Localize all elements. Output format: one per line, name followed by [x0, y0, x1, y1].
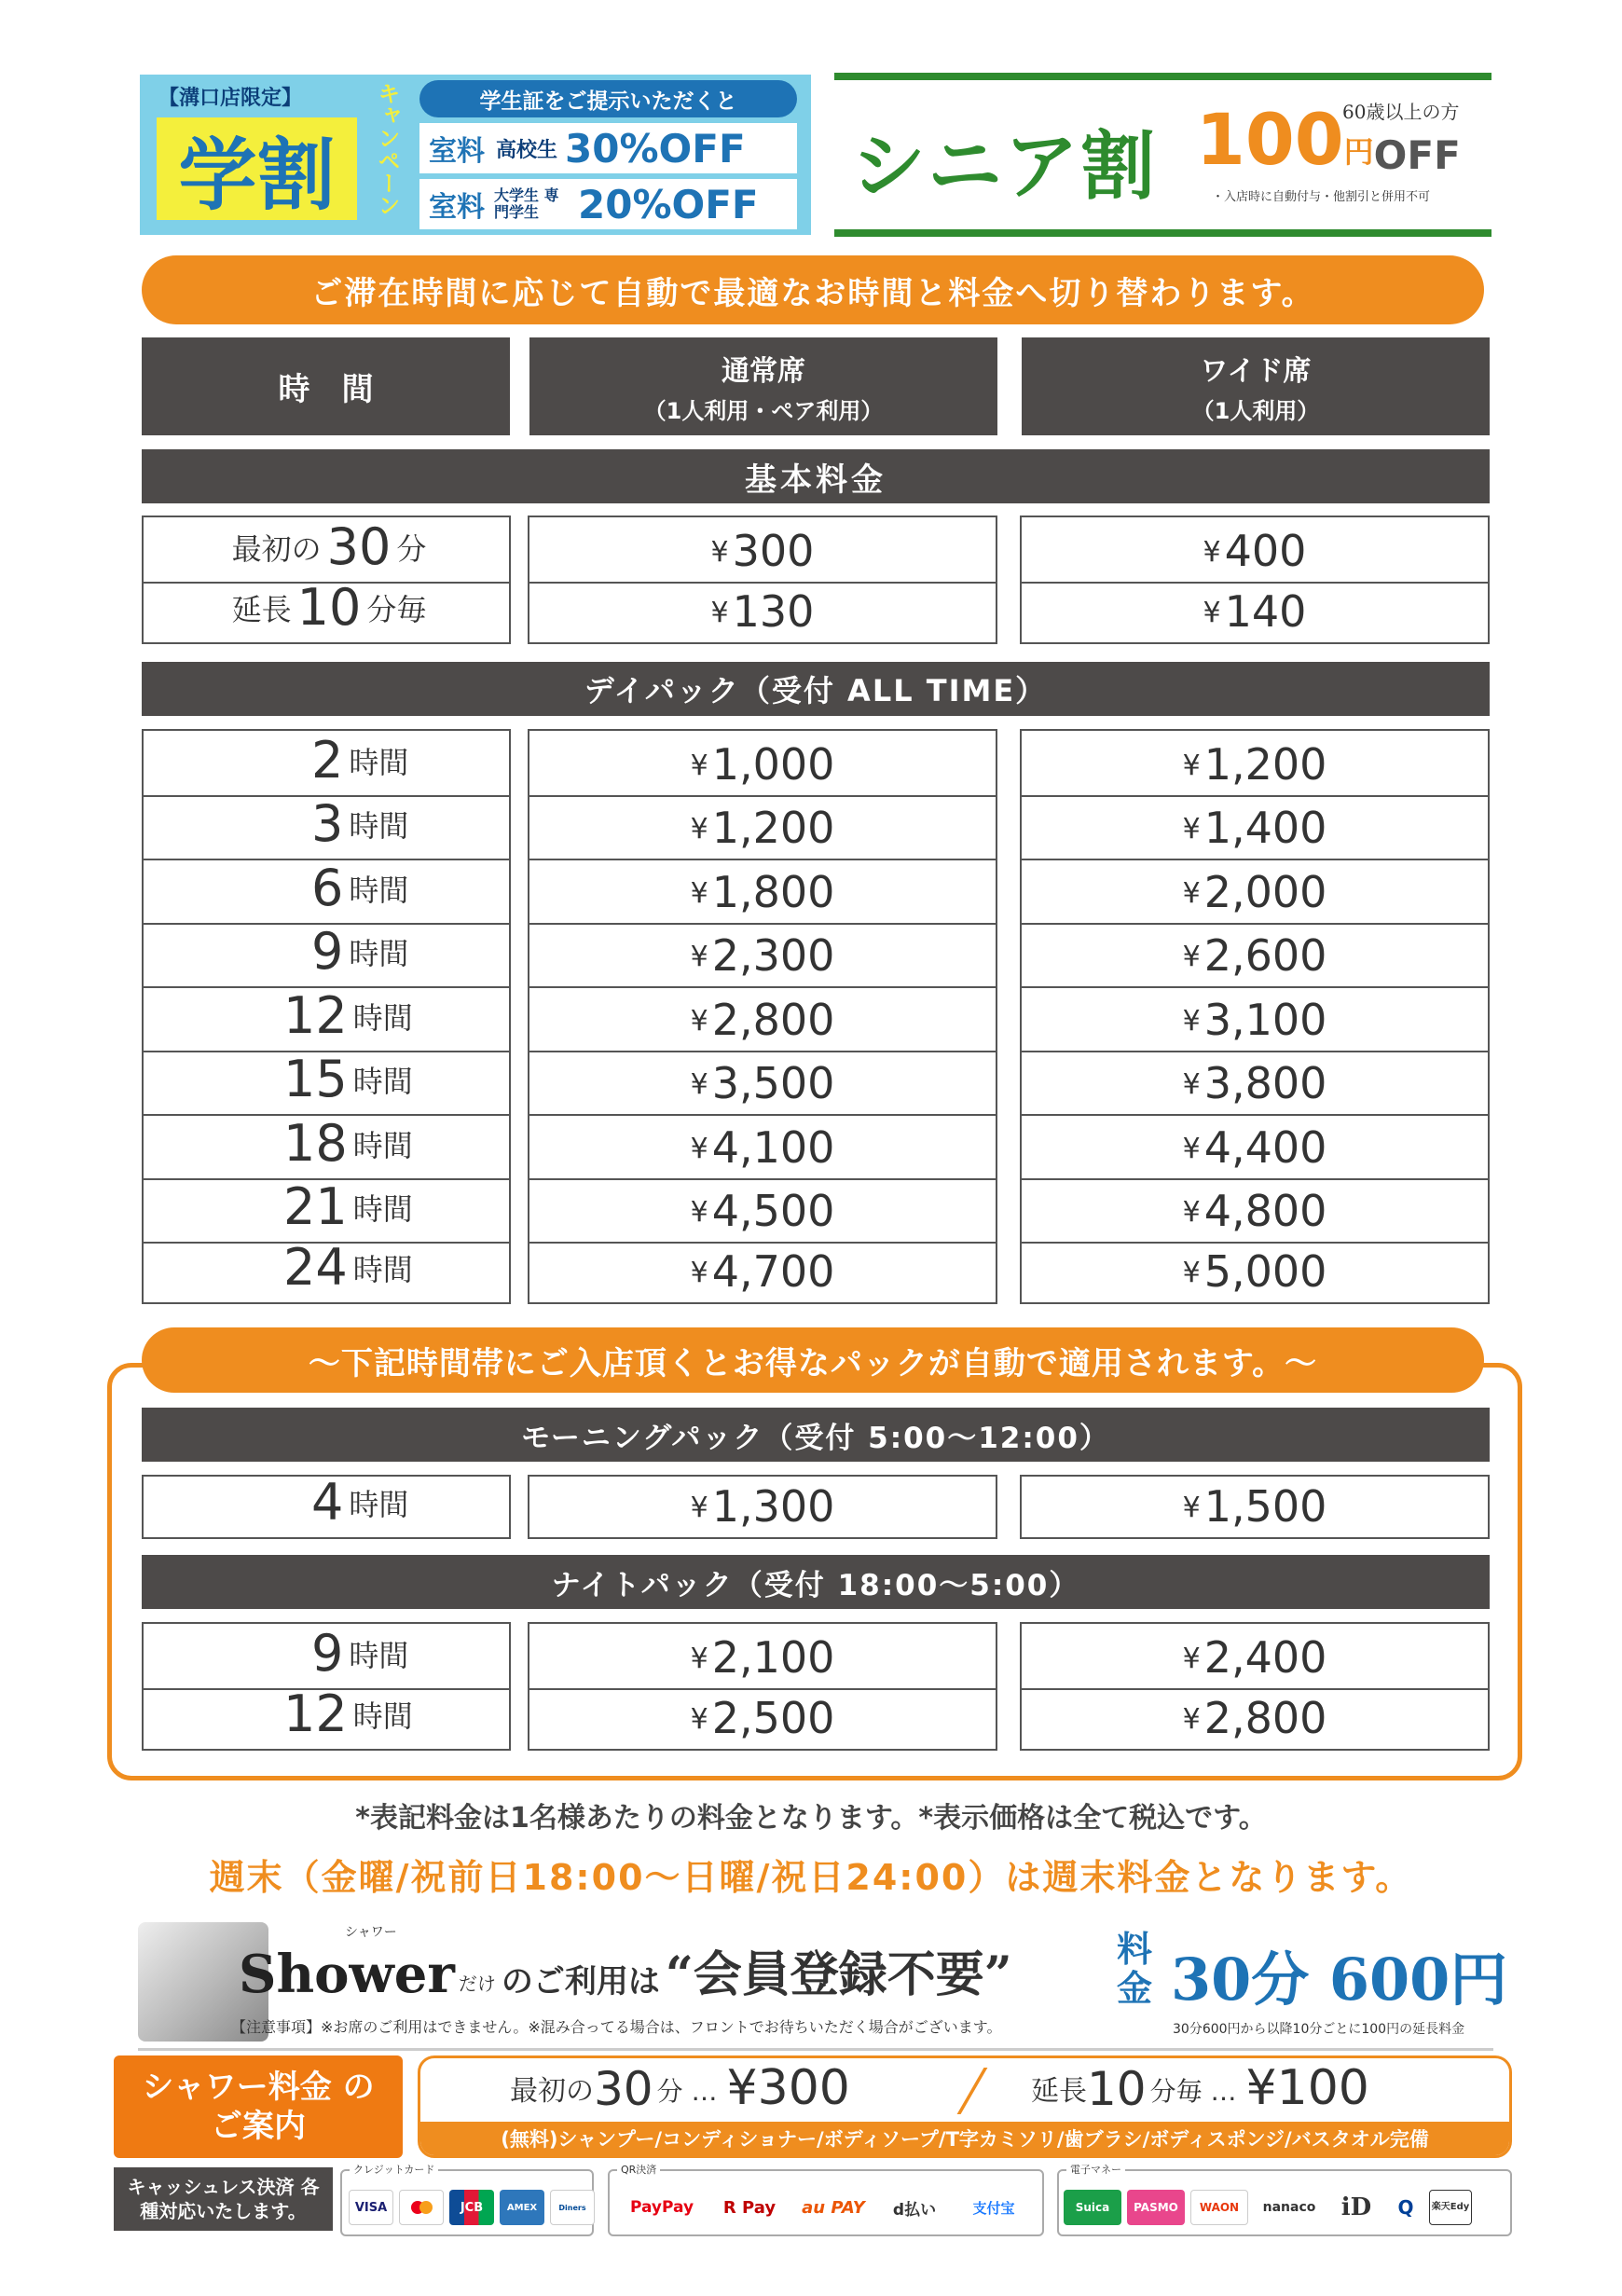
- yen-mark: ¥: [690, 1068, 708, 1101]
- morning-pack-header: モーニングパック（受付 5:00〜12:00）: [142, 1408, 1490, 1462]
- student-title: 学割: [157, 117, 357, 220]
- price-value: 3,800: [1203, 1058, 1327, 1108]
- column-header-normal-sub: （1人利用・ペア利用）: [643, 398, 884, 424]
- daypack-cell-time: [144, 986, 509, 1051]
- yen-mark: ¥: [710, 536, 729, 569]
- column-header-normal: [529, 337, 997, 435]
- yen-mark: ¥: [1182, 1492, 1201, 1524]
- credit-card-title: クレジットカード: [350, 2162, 438, 2177]
- shower-ext-price: ¥100: [1245, 2060, 1369, 2116]
- daypack-cell-wide: [1022, 923, 1488, 987]
- daypack-cell-normal: [529, 1114, 996, 1178]
- student-row-1-target: 高校生: [496, 138, 558, 162]
- night-cell-wide: [1022, 1688, 1488, 1749]
- mastercard-circle-right: [419, 2201, 433, 2214]
- price-value: 2,800: [711, 994, 835, 1045]
- pasmo-logo: PASMO: [1127, 2190, 1185, 2225]
- night-cell-normal: [529, 1688, 996, 1749]
- daypack-cell-wide: [1022, 1178, 1488, 1243]
- daypack-cell-time: [144, 731, 509, 795]
- hours-unit: 時間: [349, 1638, 409, 1673]
- daypack-cell-time: [144, 923, 509, 987]
- rakuten-pay-logo: R Pay: [722, 2197, 777, 2218]
- student-discount-banner: [140, 75, 811, 235]
- daypack-cell-normal: [529, 1242, 996, 1302]
- senior-amount: [1196, 98, 1461, 181]
- quicpay-logo: Q: [1397, 2196, 1414, 2219]
- daypack-cell-time: [144, 1237, 509, 1302]
- yen-mark: ¥: [1182, 1068, 1201, 1101]
- daypack-cell-normal: [529, 859, 996, 923]
- column-header-wide-title: ワイド席: [1200, 355, 1312, 388]
- yen-mark: ¥: [1203, 597, 1221, 629]
- night-cell-wide: [1022, 1624, 1488, 1688]
- price-value: 2,800: [1203, 1693, 1327, 1743]
- senior-title: シニア割: [851, 122, 1157, 210]
- shower-caution: 【注意事項】※お席のご利用はできません。※混み合ってる場合は、フロントでお待ちいただく場合がございます。: [231, 2018, 1002, 2036]
- credit-card-logos: [346, 2190, 598, 2225]
- basic-fee-header: 基本料金: [142, 449, 1490, 503]
- emoney-panel: [1057, 2164, 1512, 2236]
- student-row-1-discount: 30%OFF: [565, 125, 746, 172]
- yen-mark: ¥: [1182, 813, 1201, 846]
- morning-cell-normal: [529, 1477, 996, 1537]
- price-value: 130: [732, 586, 815, 637]
- daypack-cell-normal: [529, 731, 996, 795]
- price-value: 2,500: [711, 1693, 835, 1743]
- rakuten-edy-logo: 楽天Edy: [1429, 2190, 1472, 2225]
- shower-price: 30分 600円: [1171, 1945, 1508, 2014]
- student-row-1: [419, 123, 797, 173]
- student-row-2-discount: 20%OFF: [578, 181, 759, 227]
- weekend-note: 週末（金曜/祝前日18:00〜日曜/祝日24:00）は週末料金となります。: [209, 1856, 1413, 1898]
- price-value: 4,500: [711, 1186, 835, 1236]
- yen-mark: ¥: [690, 1196, 708, 1229]
- basic-column-time: [142, 516, 511, 644]
- price-value: 1,400: [1203, 803, 1327, 853]
- hours-unit: 時間: [352, 999, 413, 1036]
- qr-payment-logos: [613, 2190, 1037, 2225]
- shower-first-pre: 最初の: [510, 2075, 594, 2108]
- hours-unit: 時間: [352, 1191, 413, 1227]
- daypack-header: デイパック（受付 ALL TIME）: [142, 662, 1490, 716]
- price-value: 4,800: [1203, 1186, 1327, 1236]
- emoney-logos: [1061, 2190, 1475, 2225]
- night-column-normal: [528, 1622, 997, 1751]
- price-value: 2,400: [1203, 1632, 1327, 1683]
- yen-mark: ¥: [1182, 1703, 1201, 1736]
- daypack-cell-normal: [529, 923, 996, 987]
- shower-amenities: (無料)シャンプー/コンディショナー/ボディソープ/T字カミソリ/歯ブラシ/ボディスポンジ/バスタオル完備: [420, 2122, 1509, 2155]
- student-row-2-target: 大学生 専門学生: [494, 186, 559, 221]
- night-column-time: [142, 1622, 511, 1751]
- alipay-logo: 支付宝: [972, 2199, 1015, 2217]
- morning-column-time: [142, 1475, 511, 1539]
- column-header-time: 時 間: [142, 337, 510, 435]
- mastercard-logo: [399, 2190, 444, 2225]
- shower-banner: [138, 1922, 1508, 2051]
- yen-mark: ¥: [690, 813, 708, 846]
- yen-mark: ¥: [1182, 1196, 1201, 1229]
- student-row-2: [419, 179, 797, 229]
- basic-column-wide: [1020, 516, 1490, 644]
- diners-logo: Diners: [550, 2190, 595, 2225]
- senior-amount-off: OFF: [1373, 132, 1461, 178]
- qr-payment-panel: [608, 2164, 1044, 2236]
- shower-ext-pre: 延長: [1031, 2075, 1087, 2108]
- price-value: 1,000: [711, 738, 835, 790]
- hours-unit: 時間: [349, 1487, 409, 1522]
- shower-first-num: 30: [594, 2062, 653, 2116]
- daypack-column-normal: [528, 729, 997, 1304]
- night-pack-header: ナイトパック（受付 18:00〜5:00）: [142, 1555, 1490, 1609]
- shower-ext-post: 分毎 …: [1149, 2076, 1237, 2107]
- price-value: 5,000: [1203, 1245, 1327, 1297]
- shower-ruby: シャワー: [345, 1925, 397, 1940]
- id-logo: iD: [1340, 2193, 1372, 2221]
- daypack-cell-normal: [529, 986, 996, 1051]
- price-value: 2,100: [711, 1632, 835, 1683]
- senior-discount-banner: [834, 73, 1491, 237]
- hours-value: 9: [311, 1624, 344, 1683]
- basic-column-normal: [528, 516, 997, 644]
- yen-mark: ¥: [710, 597, 729, 629]
- price-value: 3,500: [711, 1058, 835, 1108]
- price-value: 1,500: [1203, 1481, 1327, 1532]
- d-barai-logo: d払い: [892, 2200, 937, 2220]
- senior-amount-yen: 円: [1343, 134, 1374, 170]
- shower-dake: だけ: [458, 1973, 496, 1995]
- night-cell-time: [144, 1624, 509, 1688]
- shower-ext-num: 10: [1087, 2062, 1147, 2116]
- basic-cell-normal: [529, 582, 996, 642]
- hours-unit: 時間: [349, 808, 409, 844]
- night-column-wide: [1020, 1622, 1490, 1751]
- hours-value: 15: [283, 1050, 348, 1108]
- senior-amount-number: 100: [1196, 98, 1344, 181]
- morning-column-wide: [1020, 1475, 1490, 1539]
- daypack-column-wide: [1020, 729, 1490, 1304]
- hours-unit: 時間: [352, 1127, 413, 1163]
- price-value: 1,200: [1203, 738, 1327, 790]
- auto-switch-banner: ご滞在時間に応じて自動で最適なお時間と料金へ切り替わります。: [142, 255, 1484, 324]
- student-lead: 学生証をご提示いただくと: [419, 80, 797, 117]
- daypack-cell-normal: [529, 1178, 996, 1243]
- hours-value: 9: [311, 922, 344, 981]
- student-row-2-label: 室料: [429, 191, 485, 224]
- yen-mark: ¥: [690, 1256, 708, 1289]
- price-value: 300: [732, 526, 815, 576]
- yen-mark: ¥: [690, 1004, 708, 1038]
- yen-mark: ¥: [1182, 1004, 1201, 1038]
- daypack-cell-wide: [1022, 859, 1488, 923]
- yen-mark: ¥: [1182, 1256, 1201, 1289]
- price-value: 2,300: [711, 930, 835, 981]
- daypack-cell-time: [144, 1114, 509, 1178]
- price-value: 140: [1224, 586, 1307, 637]
- shower-fee-label: 料金: [1117, 1928, 1153, 2009]
- basic-cell-time: [144, 578, 509, 642]
- yen-mark: ¥: [1182, 941, 1201, 973]
- shower-use: のご利用は: [501, 1963, 660, 2000]
- shower-first-post: 分 …: [656, 2076, 718, 2107]
- daypack-cell-normal: [529, 1051, 996, 1115]
- daypack-cell-time: [144, 1178, 509, 1243]
- yen-mark: ¥: [1182, 1643, 1201, 1675]
- column-header-wide-sub: （1人利用）: [1191, 398, 1320, 424]
- hours-value: 6: [311, 858, 344, 917]
- price-value: 1,800: [711, 866, 835, 917]
- yen-mark: ¥: [690, 1492, 708, 1524]
- paypay-logo: PayPay: [629, 2198, 694, 2217]
- shower-no-registration: “会員登録不要”: [665, 1946, 1012, 2003]
- shower-guide-divider: [957, 2068, 988, 2114]
- daypack-cell-wide: [1022, 1114, 1488, 1178]
- yen-mark: ¥: [690, 941, 708, 973]
- shower-brand: [239, 1935, 1012, 2005]
- amex-logo: AMEX: [500, 2190, 544, 2225]
- shower-guide-extension: [1031, 2060, 1369, 2116]
- morning-cell-wide: [1022, 1477, 1488, 1537]
- jcb-logo: JCB: [449, 2190, 494, 2225]
- basic-cell-time: [144, 517, 509, 582]
- daypack-cell-wide: [1022, 731, 1488, 795]
- shower-guide-label: シャワー料金 のご案内: [114, 2055, 403, 2158]
- daypack-cell-wide: [1022, 1242, 1488, 1302]
- daypack-cell-wide: [1022, 795, 1488, 859]
- visa-logo: VISA: [349, 2190, 393, 2225]
- basic-cell-wide: [1022, 517, 1488, 582]
- hours-value: 2: [311, 730, 344, 790]
- cashless-label: キャッシュレス決済 各種対応いたします。: [114, 2167, 333, 2231]
- hours-value: 3: [311, 794, 344, 853]
- hours-value: 4: [311, 1473, 344, 1532]
- price-value: 400: [1224, 526, 1307, 576]
- special-pack-banner: 〜下記時間帯にご入店頂くとお得なパックが自動で適用されます。〜: [142, 1327, 1484, 1393]
- au-pay-logo: au PAY: [802, 2197, 865, 2218]
- student-limited-label: 【溝口店限定】: [158, 87, 303, 110]
- emoney-title: 電子マネー: [1066, 2162, 1125, 2177]
- shower-guide-first: [510, 2060, 850, 2116]
- shower-guide-box: [418, 2055, 1512, 2158]
- night-cell-normal: [529, 1624, 996, 1688]
- daypack-cell-normal: [529, 795, 996, 859]
- daypack-cell-wide: [1022, 986, 1488, 1051]
- duration-unit: 分: [396, 531, 427, 567]
- yen-mark: ¥: [1182, 876, 1201, 910]
- price-value: 2,000: [1203, 866, 1327, 917]
- price-value: 1,200: [711, 803, 835, 853]
- student-row-1-label: 室料: [429, 135, 485, 168]
- column-header-normal-title: 通常席: [722, 355, 805, 388]
- hours-value: 12: [283, 1684, 348, 1743]
- hours-unit: 時間: [352, 1064, 413, 1099]
- daypack-cell-time: [144, 795, 509, 859]
- daypack-column-time: [142, 729, 511, 1304]
- daypack-cell-time: [144, 1051, 509, 1115]
- column-header-wide: [1022, 337, 1490, 435]
- daypack-cell-wide: [1022, 1051, 1488, 1115]
- yen-mark: ¥: [690, 876, 708, 910]
- price-value: 4,700: [711, 1245, 835, 1297]
- price-value: 3,100: [1203, 994, 1327, 1045]
- hours-value: 21: [283, 1177, 348, 1236]
- price-value: 1,300: [711, 1481, 835, 1532]
- credit-card-panel: [340, 2164, 594, 2236]
- hours-unit: 時間: [349, 936, 409, 971]
- student-campaign-label: キャンペーン: [374, 82, 400, 216]
- hours-unit: 時間: [352, 1698, 413, 1734]
- yen-mark: ¥: [690, 1132, 708, 1165]
- duration-value: 30: [326, 517, 392, 576]
- night-cell-time: [144, 1684, 509, 1749]
- hours-unit: 時間: [349, 744, 409, 780]
- tax-note: *表記料金は1名様あたりの料金となります。*表示価格は全て税込です。: [355, 1802, 1267, 1835]
- daypack-cell-time: [144, 859, 509, 923]
- hours-value: 18: [283, 1113, 348, 1173]
- price-value: 4,400: [1203, 1121, 1327, 1173]
- shower-brand-name: Shower: [239, 1944, 455, 2005]
- senior-note: ・入店時に自動付与・他割引と併用不可: [1212, 190, 1431, 204]
- duration-unit: 分毎: [366, 592, 427, 627]
- qr-payment-title: QR決済: [617, 2162, 660, 2177]
- hours-unit: 時間: [349, 872, 409, 908]
- price-value: 4,100: [711, 1121, 835, 1173]
- yen-mark: ¥: [690, 1703, 708, 1736]
- duration-value: 10: [296, 578, 362, 637]
- morning-column-normal: [528, 1475, 997, 1539]
- hours-value: 24: [283, 1237, 348, 1297]
- basic-cell-wide: [1022, 582, 1488, 642]
- senior-age: 60歳以上の方: [1342, 101, 1460, 123]
- morning-cell-time: [144, 1473, 509, 1537]
- duration-prefix: 最初の: [231, 531, 322, 567]
- shower-extension-note: 30分600円から以降10分ごとに100円の延長料金: [1173, 2022, 1465, 2037]
- price-value: 2,600: [1203, 930, 1327, 981]
- yen-mark: ¥: [1182, 1132, 1201, 1165]
- shower-first-price: ¥300: [726, 2060, 850, 2116]
- hours-value: 12: [283, 985, 348, 1045]
- basic-cell-normal: [529, 517, 996, 582]
- hours-unit: 時間: [352, 1251, 413, 1287]
- yen-mark: ¥: [690, 1643, 708, 1675]
- suica-logo: Suica: [1064, 2190, 1121, 2225]
- duration-prefix: 延長: [231, 592, 292, 627]
- yen-mark: ¥: [690, 749, 708, 782]
- nanaco-logo: nanaco: [1262, 2200, 1316, 2215]
- yen-mark: ¥: [1182, 749, 1201, 782]
- waon-logo: WAON: [1190, 2190, 1248, 2225]
- yen-mark: ¥: [1203, 536, 1221, 569]
